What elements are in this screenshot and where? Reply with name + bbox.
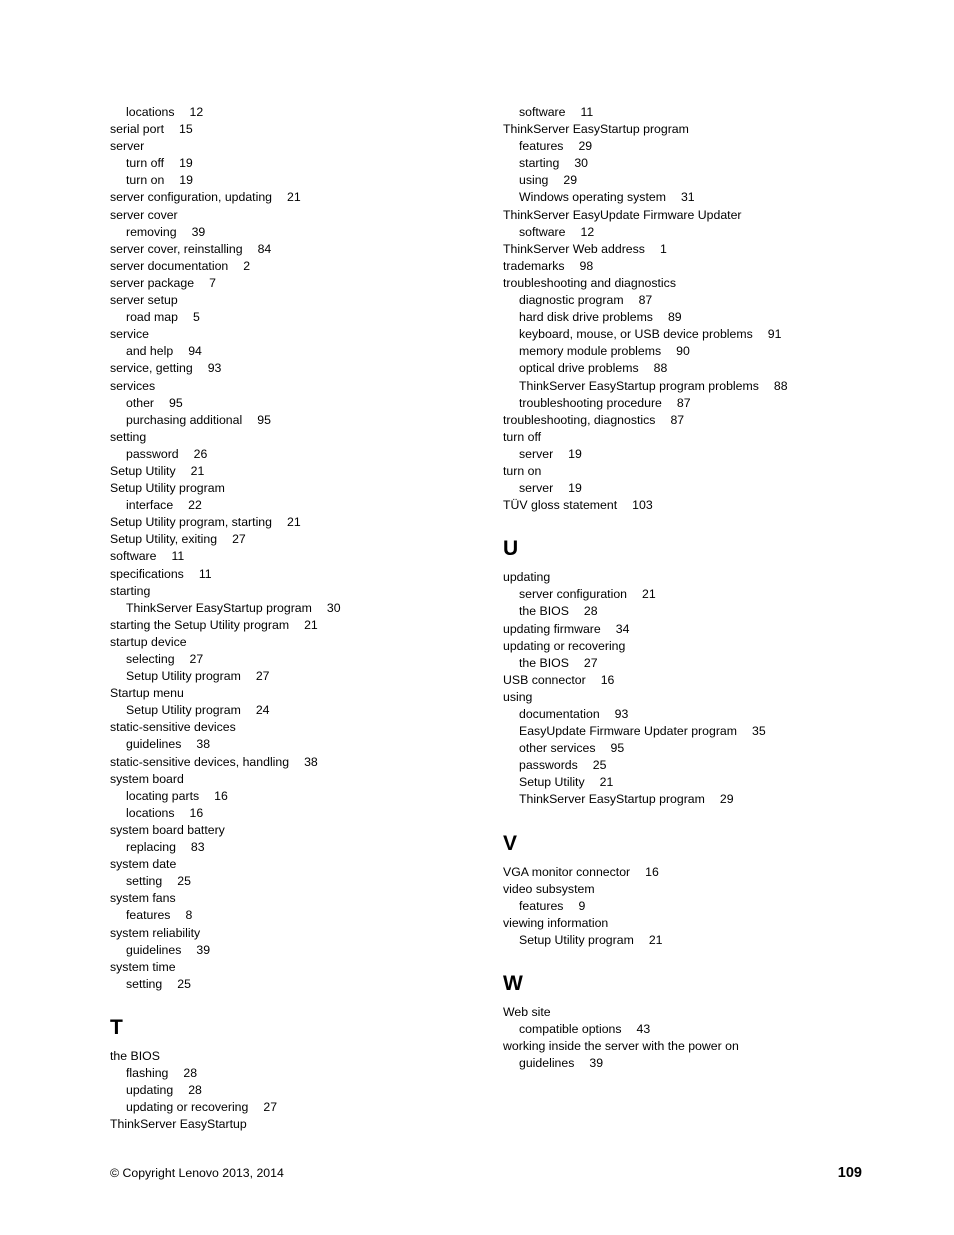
index-page-ref: 28 xyxy=(583,604,598,619)
index-subentry xyxy=(503,378,923,395)
index-term: compatible options xyxy=(519,1022,622,1037)
index-entry xyxy=(110,207,490,224)
index-entry xyxy=(503,497,923,514)
index-term: viewing information xyxy=(503,915,609,930)
index-term: server configuration, updating xyxy=(110,190,273,205)
index-subentry xyxy=(110,224,490,241)
index-page-ref: 21 xyxy=(286,515,301,530)
index-term: Setup Utility program xyxy=(110,481,225,496)
index-subentry xyxy=(503,326,923,343)
index-term: documentation xyxy=(519,707,600,721)
index-page-ref: 31 xyxy=(680,190,695,205)
index-term: static-sensitive devices xyxy=(110,720,236,735)
index-term: other services xyxy=(519,741,596,756)
index-subentry xyxy=(110,976,490,993)
index-subentry xyxy=(110,788,490,805)
index-term: setting xyxy=(126,976,163,991)
index-term: starting xyxy=(519,156,560,171)
index-subentry xyxy=(110,805,490,822)
index-page-ref: 27 xyxy=(255,669,270,684)
index-page-ref: 21 xyxy=(304,617,318,632)
index-page-ref: 29 xyxy=(563,173,578,188)
index-entry xyxy=(110,548,490,565)
index-term: updating xyxy=(126,1083,174,1098)
index-entry xyxy=(503,412,923,429)
index-term: server documentation xyxy=(110,258,229,273)
index-entry xyxy=(110,583,490,600)
index-entry xyxy=(110,959,490,976)
index-entry xyxy=(503,621,923,638)
index-term: system fans xyxy=(110,891,176,906)
index-term: service xyxy=(110,327,149,342)
copyright-notice: © Copyright Lenovo 2013, 2014 xyxy=(110,1166,284,1180)
index-subentry xyxy=(503,706,923,723)
index-letter-heading: V xyxy=(503,831,518,855)
index-term: and help xyxy=(126,344,174,359)
index-entry xyxy=(503,915,923,932)
index-page-ref: 5 xyxy=(192,310,200,325)
index-entry xyxy=(110,925,490,942)
index-term: system reliability xyxy=(110,925,201,940)
index-subentry xyxy=(110,343,490,360)
index-page-ref: 16 xyxy=(600,672,615,687)
index-page-ref: 43 xyxy=(636,1022,651,1037)
index-term: removing xyxy=(126,224,177,239)
index-subentry xyxy=(110,702,490,719)
index-term: server package xyxy=(110,275,195,290)
index-page-ref: 12 xyxy=(580,224,595,239)
index-term: flashing xyxy=(126,1065,169,1080)
index-term: guidelines xyxy=(126,942,182,957)
index-term: ThinkServer EasyStartup xyxy=(110,1117,247,1132)
index-entry xyxy=(503,241,923,258)
index-term: ThinkServer EasyStartup program xyxy=(503,122,689,137)
index-term: keyboard, mouse, or USB device problems xyxy=(519,327,753,342)
index-subentry xyxy=(110,155,490,172)
index-page-ref: 93 xyxy=(207,361,222,376)
index-page-ref: 30 xyxy=(574,156,589,171)
index-page-ref: 29 xyxy=(578,139,593,154)
index-term: Startup menu xyxy=(110,686,184,701)
index-term: turn off xyxy=(126,156,165,171)
index-subentry xyxy=(503,603,923,620)
index-subentry xyxy=(110,104,490,121)
index-page-ref: 91 xyxy=(767,327,782,342)
index-page-ref: 39 xyxy=(191,224,206,239)
index-page-ref: 27 xyxy=(263,1100,278,1115)
index-page-ref: 24 xyxy=(255,703,270,718)
index-page-ref: 28 xyxy=(183,1065,198,1080)
index-term: diagnostic program xyxy=(519,293,624,308)
index-entry xyxy=(110,617,490,634)
index-subentry xyxy=(503,224,923,241)
index-subentry xyxy=(110,907,490,924)
index-page-ref: 27 xyxy=(232,532,246,547)
index-term: TÜV gloss statement xyxy=(503,498,618,513)
index-entry xyxy=(503,638,923,655)
index-subentry xyxy=(110,446,490,463)
index-page-ref: 27 xyxy=(583,655,598,670)
index-entry xyxy=(110,771,490,788)
index-term: Setup Utility program xyxy=(126,703,241,718)
index-term: road map xyxy=(126,310,178,325)
index-term: trademarks xyxy=(503,258,565,273)
index-entry xyxy=(110,138,490,155)
index-subentry xyxy=(110,873,490,890)
index-page-ref: 83 xyxy=(190,840,205,855)
index-term: hard disk drive problems xyxy=(519,310,653,325)
index-entry xyxy=(503,121,923,138)
index-term: guidelines xyxy=(519,1056,575,1071)
index-entry xyxy=(503,689,923,706)
index-page-ref: 7 xyxy=(209,275,216,290)
index-page-ref: 19 xyxy=(568,481,582,496)
index-page-ref: 38 xyxy=(196,737,211,752)
index-subentry xyxy=(503,480,923,497)
index-term: turn on xyxy=(503,463,542,478)
index-page-ref: 19 xyxy=(568,446,582,461)
index-term: memory module problems xyxy=(519,344,662,359)
index-page-ref: 27 xyxy=(189,652,204,666)
index-page-ref: 19 xyxy=(179,173,193,188)
index-term: static-sensitive devices, handling xyxy=(110,754,290,769)
index-page-ref: 84 xyxy=(257,241,272,256)
index-term: system time xyxy=(110,959,176,974)
index-letter-heading: U xyxy=(503,537,519,561)
index-page-ref: 39 xyxy=(589,1056,604,1071)
index-entry xyxy=(503,569,923,586)
index-page-ref: 28 xyxy=(188,1083,202,1098)
index-term: passwords xyxy=(519,758,578,773)
index-term: serial port xyxy=(110,122,164,137)
index-page-ref: 21 xyxy=(287,190,301,205)
index-term: video subsystem xyxy=(503,881,595,896)
index-entry xyxy=(110,121,490,138)
index-subentry xyxy=(110,736,490,753)
index-subentry xyxy=(110,651,490,668)
index-page-ref: 21 xyxy=(190,463,205,478)
index-term: troubleshooting and diagnostics xyxy=(503,275,676,290)
index-subentry xyxy=(503,343,923,360)
index-subentry xyxy=(110,1065,490,1082)
index-term: USB connector xyxy=(503,672,586,687)
index-page-ref: 1 xyxy=(659,241,667,256)
index-page-ref: 21 xyxy=(642,587,656,602)
index-column-left xyxy=(110,104,490,1133)
index-subentry xyxy=(503,292,923,309)
index-page-ref: 103 xyxy=(632,498,653,513)
index-term: VGA monitor connector xyxy=(503,864,631,879)
index-subentry xyxy=(503,723,923,740)
index-term: the BIOS xyxy=(110,1048,160,1063)
index-subentry xyxy=(110,600,490,617)
index-entry xyxy=(110,890,490,907)
index-entry xyxy=(110,754,490,771)
index-term: server cover xyxy=(110,207,178,222)
index-term: ThinkServer EasyStartup program xyxy=(126,600,312,615)
index-term: updating firmware xyxy=(503,621,601,636)
index-term: software xyxy=(110,549,157,564)
page-number: 109 xyxy=(837,1165,862,1181)
index-subentry xyxy=(110,309,490,326)
index-entry xyxy=(110,258,490,275)
index-subentry xyxy=(110,412,490,429)
index-subentry xyxy=(503,446,923,463)
index-subentry xyxy=(503,774,923,791)
index-subentry xyxy=(110,1099,490,1116)
index-page-ref: 25 xyxy=(592,758,607,773)
index-subentry xyxy=(110,668,490,685)
index-term: service, getting xyxy=(110,361,193,376)
index-term: startup device xyxy=(110,634,187,649)
index-term: purchasing additional xyxy=(126,412,243,427)
index-term: features xyxy=(519,139,564,154)
index-term: using xyxy=(519,173,549,188)
index-page-ref: 87 xyxy=(638,293,653,308)
index-term: using xyxy=(503,689,533,704)
index-term: Setup Utility program, starting xyxy=(110,515,272,530)
index-page-ref: 16 xyxy=(645,864,659,879)
index-term: guidelines xyxy=(126,737,182,752)
index-entry xyxy=(110,429,490,446)
index-term: updating or recovering xyxy=(126,1100,249,1115)
index-subentry xyxy=(503,1055,923,1072)
index-page-ref: 39 xyxy=(196,942,211,957)
index-subentry xyxy=(503,138,923,155)
index-subentry xyxy=(503,360,923,377)
index-page-ref: 19 xyxy=(179,156,193,171)
index-entry xyxy=(503,429,923,446)
index-term: Setup Utility, exiting xyxy=(110,532,218,547)
index-page-ref: 34 xyxy=(615,621,630,636)
index-subentry xyxy=(503,395,923,412)
index-term: setting xyxy=(126,874,163,889)
index-page-ref: 21 xyxy=(648,932,663,947)
index-term: selecting xyxy=(126,652,175,666)
index-subentry xyxy=(503,189,923,206)
index-page-ref: 38 xyxy=(304,754,318,769)
index-entry xyxy=(110,856,490,873)
index-page-ref: 29 xyxy=(719,792,734,807)
index-term: updating or recovering xyxy=(503,638,626,653)
index-subentry xyxy=(503,932,923,949)
index-page-ref: 95 xyxy=(169,395,183,410)
index-term: password xyxy=(126,446,179,461)
index-entry xyxy=(110,531,490,548)
index-term: server cover, reinstalling xyxy=(110,241,243,256)
index-page-ref: 88 xyxy=(773,378,788,393)
index-term: ThinkServer EasyUpdate Firmware Updater xyxy=(503,207,742,222)
index-page-ref: 25 xyxy=(177,976,191,991)
index-term: Setup Utility xyxy=(519,775,585,790)
index-page-ref: 94 xyxy=(188,344,202,359)
index-term: working inside the server with the power on xyxy=(503,1039,739,1054)
index-term: interface xyxy=(126,498,174,513)
index-term: starting the Setup Utility program xyxy=(110,617,290,632)
index-term: services xyxy=(110,378,156,393)
index-entry xyxy=(503,864,923,881)
index-page-ref: 16 xyxy=(214,788,228,803)
index-entry xyxy=(110,292,490,309)
index-page-ref: 89 xyxy=(667,310,682,325)
index-subentry xyxy=(110,172,490,189)
index-term: troubleshooting procedure xyxy=(519,395,662,410)
index-entry xyxy=(503,1038,923,1055)
index-term: locations xyxy=(126,805,175,820)
index-page-ref: 2 xyxy=(243,258,251,273)
index-entry xyxy=(110,378,490,395)
index-term: features xyxy=(126,908,171,923)
index-term: specifications xyxy=(110,566,184,581)
index-term: starting xyxy=(110,583,151,598)
index-entry xyxy=(503,1004,923,1021)
index-page-ref: 22 xyxy=(188,498,202,513)
index-page-ref: 35 xyxy=(752,724,766,739)
index-entry xyxy=(110,189,490,206)
index-term: Windows operating system xyxy=(519,190,666,205)
index-page-ref: 16 xyxy=(189,805,204,820)
index-column-right xyxy=(503,104,923,1072)
index-term: updating xyxy=(503,570,551,585)
index-term: server xyxy=(519,481,554,496)
index-term: features xyxy=(519,898,564,913)
index-page-ref: 11 xyxy=(580,105,594,119)
index-term: software xyxy=(519,224,566,239)
index-term: the BIOS xyxy=(519,604,569,619)
index-term: server xyxy=(519,446,554,461)
index-entry xyxy=(110,326,490,343)
index-term: setting xyxy=(110,429,147,444)
index-term: the BIOS xyxy=(519,655,569,670)
index-term: system board xyxy=(110,771,184,786)
index-subentry xyxy=(110,1082,490,1099)
index-term: ThinkServer Web address xyxy=(503,241,645,256)
index-term: ThinkServer EasyStartup program xyxy=(519,792,705,807)
index-entry xyxy=(110,822,490,839)
index-entry xyxy=(110,480,490,497)
index-entry xyxy=(110,719,490,736)
index-subentry xyxy=(503,757,923,774)
index-entry xyxy=(110,514,490,531)
index-term: system date xyxy=(110,857,177,872)
index-entry xyxy=(110,1116,490,1133)
index-letter-heading: W xyxy=(503,972,523,996)
index-page-ref: 95 xyxy=(610,741,625,756)
index-page-ref: 87 xyxy=(670,412,685,427)
index-subentry xyxy=(110,839,490,856)
index-term: system board battery xyxy=(110,822,225,837)
index-page-ref: 30 xyxy=(326,600,341,615)
index-page-ref: 25 xyxy=(177,874,191,889)
index-page-ref: 11 xyxy=(198,566,212,581)
index-subentry xyxy=(503,791,923,808)
index-term: turn off xyxy=(503,429,542,444)
index-entry xyxy=(110,360,490,377)
index-page-ref: 11 xyxy=(171,549,185,564)
index-term: server xyxy=(110,139,145,154)
index-subentry xyxy=(503,1021,923,1038)
index-subentry xyxy=(110,395,490,412)
index-page-ref: 98 xyxy=(579,258,594,273)
index-subentry xyxy=(503,740,923,757)
index-term: troubleshooting, diagnostics xyxy=(503,412,656,427)
index-entry xyxy=(503,463,923,480)
index-page-ref: 12 xyxy=(189,105,204,119)
index-page-ref: 15 xyxy=(179,122,193,137)
index-entry xyxy=(503,881,923,898)
index-term: locating parts xyxy=(126,788,200,803)
index-entry xyxy=(503,275,923,292)
index-page-ref: 90 xyxy=(676,344,690,359)
index-entry xyxy=(110,463,490,480)
index-subentry xyxy=(503,155,923,172)
index-term: Setup Utility program xyxy=(126,669,241,684)
index-page-ref: 88 xyxy=(653,361,668,376)
index-page-ref: 26 xyxy=(193,446,208,461)
index-entry xyxy=(110,685,490,702)
index-term: locations xyxy=(126,105,175,119)
index-subentry xyxy=(503,172,923,189)
index-entry xyxy=(110,634,490,651)
index-term: other xyxy=(126,395,155,410)
index-entry xyxy=(110,1048,490,1065)
index-page-ref: 93 xyxy=(614,707,629,721)
index-term: Web site xyxy=(503,1005,551,1020)
index-subentry xyxy=(503,104,923,121)
index-subentry xyxy=(503,655,923,672)
index-subentry xyxy=(503,586,923,603)
index-subentry xyxy=(110,497,490,514)
index-letter-heading: T xyxy=(110,1015,123,1039)
index-page-ref: 95 xyxy=(257,412,271,427)
index-page-ref: 8 xyxy=(185,908,193,923)
index-entry xyxy=(110,241,490,258)
index-entry xyxy=(110,275,490,292)
index-term: software xyxy=(519,105,566,119)
index-subentry xyxy=(110,942,490,959)
index-subentry xyxy=(503,898,923,915)
index-page-ref: 9 xyxy=(578,898,586,913)
index-term: optical drive problems xyxy=(519,361,639,376)
index-entry xyxy=(503,207,923,224)
index-entry xyxy=(503,258,923,275)
index-page-ref: 87 xyxy=(676,395,691,410)
index-term: replacing xyxy=(126,840,176,855)
index-term: turn on xyxy=(126,173,165,188)
index-entry xyxy=(110,566,490,583)
index-term: server setup xyxy=(110,293,178,308)
index-term: Setup Utility xyxy=(110,463,176,478)
index-term: Setup Utility program xyxy=(519,932,634,947)
page-footer xyxy=(110,1166,862,1186)
index-page-ref: 21 xyxy=(599,775,614,790)
index-term: EasyUpdate Firmware Updater program xyxy=(519,724,738,739)
index-subentry xyxy=(503,309,923,326)
index-entry xyxy=(503,672,923,689)
index-term: server configuration xyxy=(519,587,627,602)
index-term: ThinkServer EasyStartup program problems xyxy=(519,378,759,393)
